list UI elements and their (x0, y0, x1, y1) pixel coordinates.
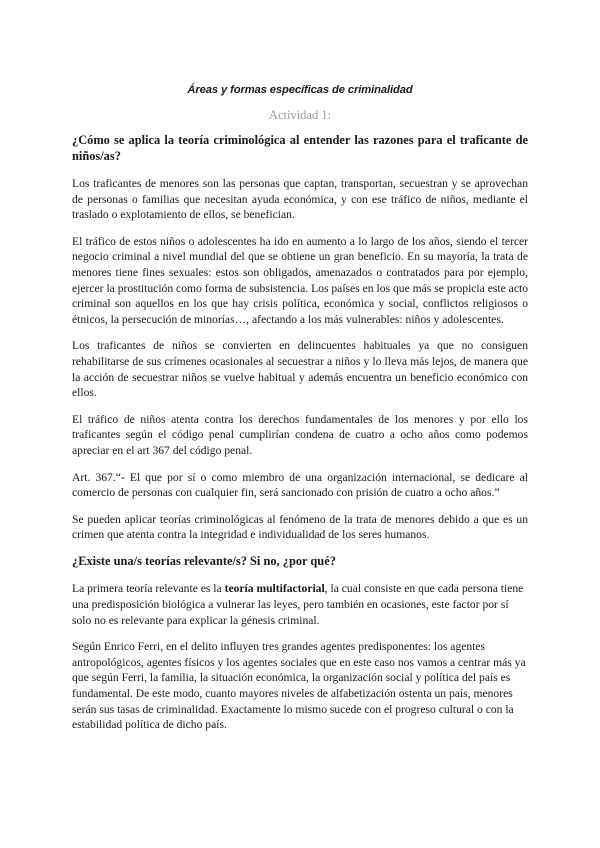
paragraph-3: Los traficantes de niños se convierten en delincuentes habituales ya que no consiguen rehabilitarse de sus crímenes ocasionales al secuestrar a niños y lo lleva más lejos, de manera que la acción de secuestrar niños se vuelve habitual y además encuentra un beneficio económico con ellos. (72, 339, 528, 400)
activity-subtitle: Actividad 1: (268, 108, 332, 122)
paragraph-4: El tráfico de niños atenta contra los derechos fundamentales de los menores y por ello los traficantes según el código penal cumplirían condena de cuatro a ocho años como podemos apreciar en el art 367 del código penal. (72, 412, 528, 457)
paragraph-2: El tráfico de estos niños o adolescentes ha ido en aumento a lo largo de los años, siendo el tercer negocio criminal a nivel mundial del que se obtiene un gran beneficio. En su mayoría, la trata de menores tiene fines sexuales: estos son obligados, amenazados o contratados para por ejemplo, ejercer la prostitución como forma de subsistencia. Los países en los que más se propicia este acto criminal son aquellos en los que hay crisis política, económica y social, conflictos religiosos o étnicos, la persecución de minorías…, afectando a los más vulnerables: niños y adolescentes. (72, 234, 528, 326)
paragraph-1: Los traficantes de menores son las personas que captan, transportan, secuestran y se aprovechan de personas o familias que necesitan ayuda económica, y con ese tráfico de niños, mediante el traslado o explotamiento de ellos, se benefician. (72, 177, 528, 222)
paragraph-5-article-quote: Art. 367.“- El que por sí o como miembro de una organización internacional, se dedicare al comercio de personas con cualquier fin, será sancionado con prisión de cuatro a ocho años.” (72, 470, 528, 500)
question-heading-2: ¿Existe una/s teorías relevante/s? Si no, ¿por qué? (72, 553, 336, 568)
question-heading-1: ¿Cómo se aplica la teoría criminológica al entender las razones para el traficante de niños/as? (72, 133, 528, 163)
paragraph-7-text-end: , la cual consiste en que cada persona tiene una predisposición biológica a vulnerar las leyes, pero también en ocasiones, este factor por sí solo no es relevante para explicar la génesis criminal. (72, 582, 524, 627)
paragraph-8: Según Enrico Ferri, en el delito influyen tres grandes agentes predisponentes: los agentes antropológicos, agentes físicos y los agentes sociales que en este caso nos vamos a centrar más ya que según Ferri, la familia, la situación económica, la organización social y política del país es fundamental. De este modo, cuanto mayores niveles de alfabetización ostenta un país, menores serán sus tasas de criminalidad. Exactamente lo mismo sucede con el progreso cultural o con la estabilidad política de dicho país. (72, 640, 526, 732)
paragraph-7 (72, 581, 528, 628)
document-title: Áreas y formas específicas de criminalidad (187, 84, 413, 96)
paragraph-6: Se pueden aplicar teorías criminológicas al fenómeno de la trata de menores debido a que es un crimen que atenta contra la integridad e individualidad de los seres humanos. (72, 512, 528, 542)
paragraph-7-bold-term: teoría multifactorial (224, 582, 325, 596)
paragraph-7-text-start: La primera teoría relevante es la (72, 582, 225, 596)
